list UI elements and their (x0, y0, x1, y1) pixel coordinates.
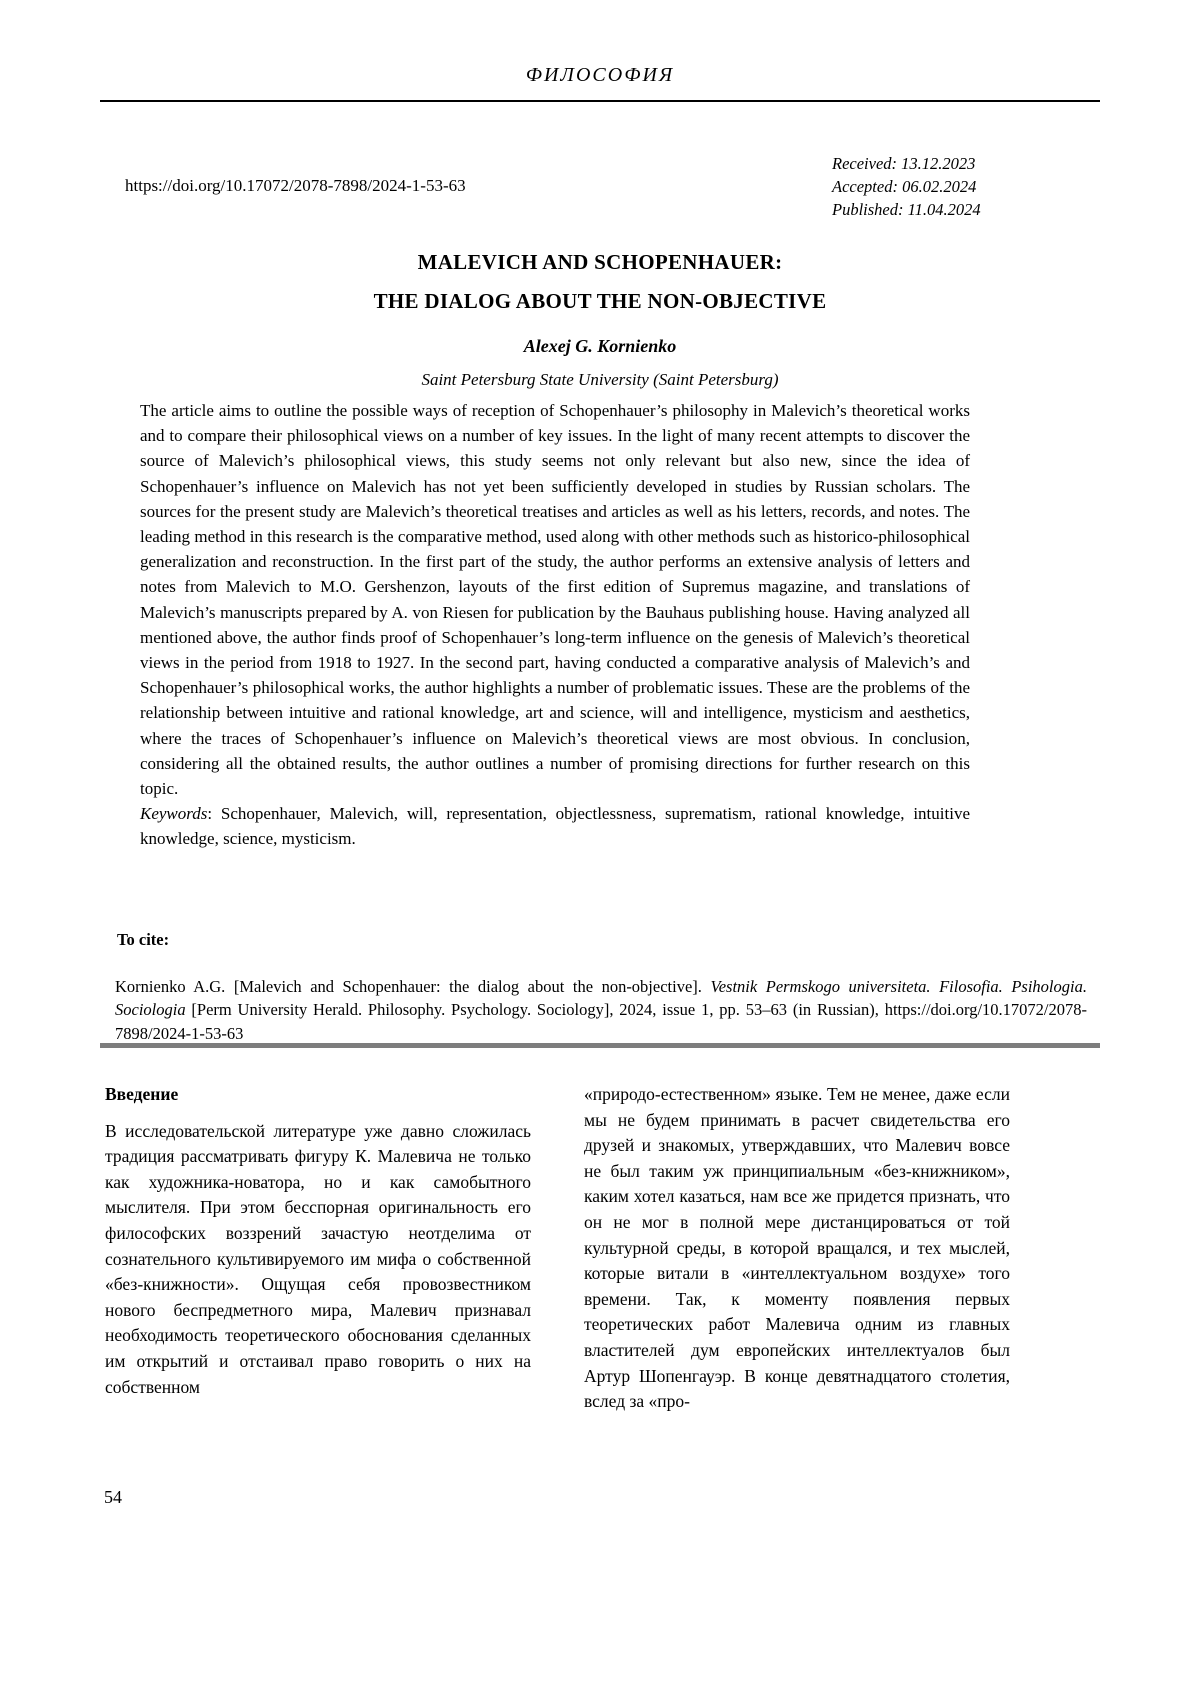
to-cite-label: To cite: (117, 930, 170, 949)
article-title (0, 243, 1200, 321)
body-columns (105, 1082, 1010, 1415)
abstract-text: The article aims to outline the possible ways of reception of Schopenhauer’s philosophy in Malevich’s theoretical works and to compare their philosophical views on a number of key issues. In the light of many recent attempts to discover the source of Malevich’s philosophical views, this study seems not only relevant but also new, since the idea of Schopenhauer’s influence on Malevich has not yet been sufficiently developed in studies by Russian scholars. The sources for the present study are Malevich’s theoretical treatises and articles as well as his letters, records, and notes. The leading method in this research is the comparative method, used along with other methods such as historico-philosophical generalization and reconstruction. In the first part of the study, the author performs an extensive analysis of letters and notes from Malevich to M.O. Gershenzon, layouts of the first edition of Supremus magazine, and translations of Malevich’s manuscripts prepared by A. von Riesen for publication by the Bauhaus publishing house. Having analyzed all mentioned above, the author finds proof of Schopenhauer’s long-term influence on the genesis of Malevich’s theoretical views in the period from 1918 to 1927. In the second part, having conducted a comparative analysis of Malevich’s and Schopenhauer’s philosophical works, the author highlights a number of problematic issues. These are the problems of the relationship between intuitive and rational knowledge, art and science, will and intelligence, mysticism and aesthetics, where the traces of Schopenhauer’s influence on Malevich’s theoretical views are most obvious. In conclusion, considering all the obtained results, the author outlines a number of promising directions for further research on this topic. (140, 401, 970, 799)
received-date: Received: 13.12.2023 (832, 154, 976, 173)
author-affiliation: Saint Petersburg State University (Saint Petersburg) (421, 370, 779, 389)
author-name: Alexej G. Kornienko (523, 336, 677, 356)
citation-authors: Kornienko A.G. [Malevich and Schopenhauer: the dialog about the non-objective]. (115, 976, 711, 996)
keywords (140, 801, 970, 851)
citation-journal-title: Vestnik Permskogo universiteta. Filosofia. Psihologia. Sociologia (115, 976, 1087, 1020)
citation-text (115, 975, 1087, 1046)
accepted-date: Accepted: 06.02.2024 (832, 177, 977, 196)
running-head: ФИЛОСОФИЯ (525, 64, 675, 86)
keywords-label: Keywords (140, 804, 208, 824)
article-title-line-1: MALEVICH AND SCHOPENHAUER: (417, 250, 783, 274)
citation-doi-link[interactable]: https://doi.org/10.17072/2078-7898/2024-1-53-63 (115, 1000, 1087, 1044)
doi-link[interactable]: https://doi.org/10.17072/2078-7898/2024-1-53-63 (125, 176, 466, 195)
column-left (105, 1082, 531, 1415)
citation-details: [Perm University Herald. Philosophy. Psychology. Sociology], 2024, issue 1, pp. 53–63 (in Russian), (185, 1000, 885, 1020)
introduction-heading: Введение (105, 1084, 179, 1104)
published-date: Published: 11.04.2024 (832, 200, 981, 219)
keywords-text: : Schopenhauer, Malevich, will, representation, objectlessness, suprematism, rational knowledge, intuitive knowledge, science, mysticism. (140, 804, 970, 849)
page-number: 54 (104, 1487, 122, 1507)
introduction-paragraph-left: В исследовательской литературе уже давно сложилась традиция рассматривать фигуру К. Малевича не только как художника-новатора, но и как самобытного мыслителя. При этом бесспорная оригинальность его философских воззрений зачастую неотделима от сознательного культивируемого им мифа о собственной «без-книжности». Ощущая себя провозвестником нового беспредметного мира, Малевич признавал необходимость теоретического обоснования сделанных им открытий и отстаивал право говорить о них на собственном (105, 1120, 531, 1397)
header-divider (100, 100, 1100, 102)
column-right (584, 1082, 1010, 1415)
article-title-line-2: THE DIALOG ABOUT THE NON-OBJECTIVE (373, 289, 827, 313)
introduction-paragraph-right: «природо-естественном» языке. Тем не менее, даже если мы не будем принимать в расчет свидетельства его друзей и знакомых, утверждавших, что Малевич вовсе не был таким уж принципиальным «без-книжником», каким хотел казаться, нам все же придется признать, что он не мог в полной мере дистанцироваться от той культурной среды, в которой вращался, и тех мыслей, которые витали в «интеллектуальном воздухе» того времени. Так, к моменту появления первых теоретических работ Малевича одним из главных властителей дум европейских интеллектуалов был Артур Шопенгауэр. В конце девятнадцатого столетия, вслед за «про- (584, 1084, 1010, 1412)
article-dates (832, 152, 981, 221)
abstract-section (140, 398, 970, 852)
section-divider (100, 1043, 1100, 1048)
